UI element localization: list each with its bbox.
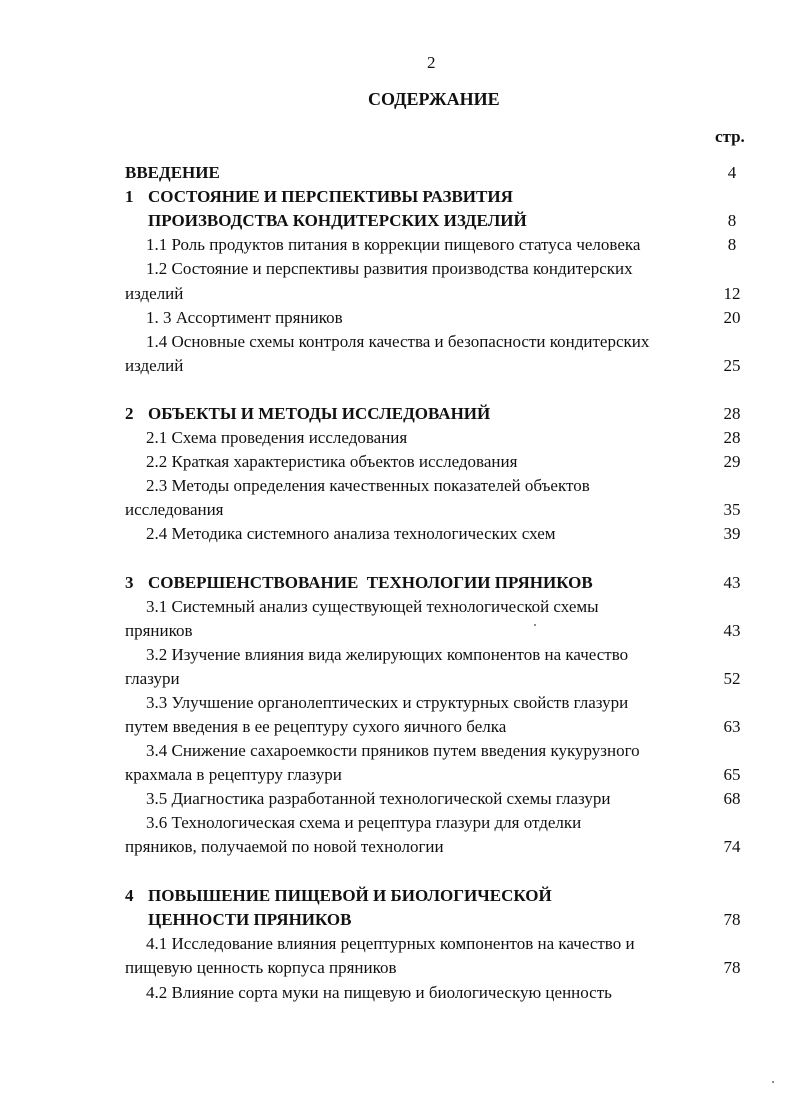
- toc-entry-4-1-line2: пищевую ценность корпуса пряников: [125, 957, 700, 979]
- toc-page: 63: [723, 717, 741, 736]
- chapter-number: 4: [125, 886, 134, 905]
- toc-page: 25: [723, 356, 741, 375]
- toc-entry-3-6-line1: 3.6 Технологическая схема и рецептура глазури для отделки: [146, 813, 582, 832]
- toc-entry-3-4-line1: 3.4 Снижение сахароемкости пряников путем введения кукурузного: [146, 741, 640, 760]
- toc-entry-3-1-line1: 3.1 Системный анализ существующей технологической схемы: [146, 597, 599, 616]
- toc-entry-4-2-line1: 4.2 Влияние сорта муки на пищевую и биологическую ценность: [146, 983, 612, 1002]
- toc-chapter-2: ОБЪЕКТЫ И МЕТОДЫ ИССЛЕДОВАНИЙ: [148, 403, 700, 425]
- toc-chapter-3: СОВЕРШЕНСТВОВАНИЕ ТЕХНОЛОГИИ ПРЯНИКОВ: [148, 572, 698, 594]
- toc-chapter-1-line1: СОСТОЯНИЕ И ПЕРСПЕКТИВЫ РАЗВИТИЯ: [148, 187, 513, 206]
- chapter-number: 3: [125, 573, 134, 592]
- toc-entry-3-6-line2: пряников, получаемой по новой технологии: [125, 836, 700, 858]
- toc-page: 43: [723, 573, 741, 592]
- toc-entry-2-3-line2: исследования: [125, 499, 698, 521]
- toc-page: 28: [723, 404, 741, 423]
- toc-page: 29: [723, 452, 741, 471]
- toc-page: 4: [727, 163, 737, 182]
- toc-entry-2-3-line1: 2.3 Методы определения качественных показателей объектов: [146, 476, 590, 495]
- toc-page: 43: [723, 621, 741, 640]
- toc-page: 52: [723, 669, 741, 688]
- toc-entry-1-1: 1.1 Роль продуктов питания в коррекции пищевого статуса человека: [146, 235, 641, 254]
- toc-page: 8: [727, 235, 737, 254]
- chapter-number: 2: [125, 404, 134, 423]
- toc-page: 20: [723, 308, 741, 327]
- toc-page: 12: [723, 284, 741, 303]
- toc-page: 39: [723, 524, 741, 543]
- toc-entry-2-4: 2.4 Методика системного анализа технологических схем: [146, 523, 700, 545]
- toc-entry-3-2-line2: глазури: [125, 668, 698, 690]
- toc-page: 68: [723, 789, 741, 808]
- toc-page: 78: [723, 910, 741, 929]
- toc-page: 8: [727, 211, 737, 230]
- page-number: 2: [427, 53, 436, 72]
- toc-entry-4-1-line1: 4.1 Исследование влияния рецептурных компонентов на качество и: [146, 934, 635, 953]
- toc-page: 78: [723, 958, 741, 977]
- toc-entry-3-3-line2: путем введения в ее рецептуру сухого яичного белка: [125, 716, 698, 738]
- toc-chapter-4-line2: ЦЕННОСТИ ПРЯНИКОВ: [148, 909, 698, 931]
- toc-entry-3-4-line2: крахмала в рецептуру глазури: [125, 764, 698, 786]
- toc-page: 65: [723, 765, 741, 784]
- scan-speck: [534, 624, 536, 626]
- toc-page: 74: [723, 837, 741, 856]
- toc-entry-1-4-line2: изделий: [125, 355, 698, 377]
- toc-entry-2-1: 2.1 Схема проведения исследования: [146, 427, 700, 449]
- toc-entry-1-3: 1. 3 Ассортимент пряников: [146, 307, 698, 329]
- toc-entry-3-5: 3.5 Диагностика разработанной технологической схемы глазури: [146, 788, 698, 810]
- toc-entry-1-2-line1: 1.2 Состояние и перспективы развития производства кондитерских: [146, 259, 633, 278]
- toc-chapter-1-line2: ПРОИЗВОДСТВА КОНДИТЕРСКИХ ИЗДЕЛИЙ: [148, 210, 698, 232]
- toc-entry-intro: ВВЕДЕНИЕ: [125, 162, 698, 184]
- toc-title: СОДЕРЖАНИЕ: [368, 89, 500, 109]
- toc-page: 28: [723, 428, 741, 447]
- chapter-number: 1: [125, 187, 134, 206]
- toc-entry-1-2-line2: изделий: [125, 283, 698, 305]
- toc-entry-2-2: 2.2 Краткая характеристика объектов исследования: [146, 451, 700, 473]
- page-column-label: стр.: [715, 127, 745, 146]
- toc-entry-3-2-line1: 3.2 Изучение влияния вида желирующих компонентов на качество: [146, 645, 629, 664]
- toc-entry-1-4-line1: 1.4 Основные схемы контроля качества и безопасности кондитерских: [146, 332, 650, 351]
- toc-entry-3-1-line2: пряников: [125, 620, 700, 642]
- toc-chapter-4-line1: ПОВЫШЕНИЕ ПИЩЕВОЙ И БИОЛОГИЧЕСКОЙ: [148, 886, 552, 905]
- toc-page: 35: [723, 500, 741, 519]
- toc-entry-3-3-line1: 3.3 Улучшение органолептических и структурных свойств глазури: [146, 693, 629, 712]
- scan-speck: [772, 1081, 774, 1083]
